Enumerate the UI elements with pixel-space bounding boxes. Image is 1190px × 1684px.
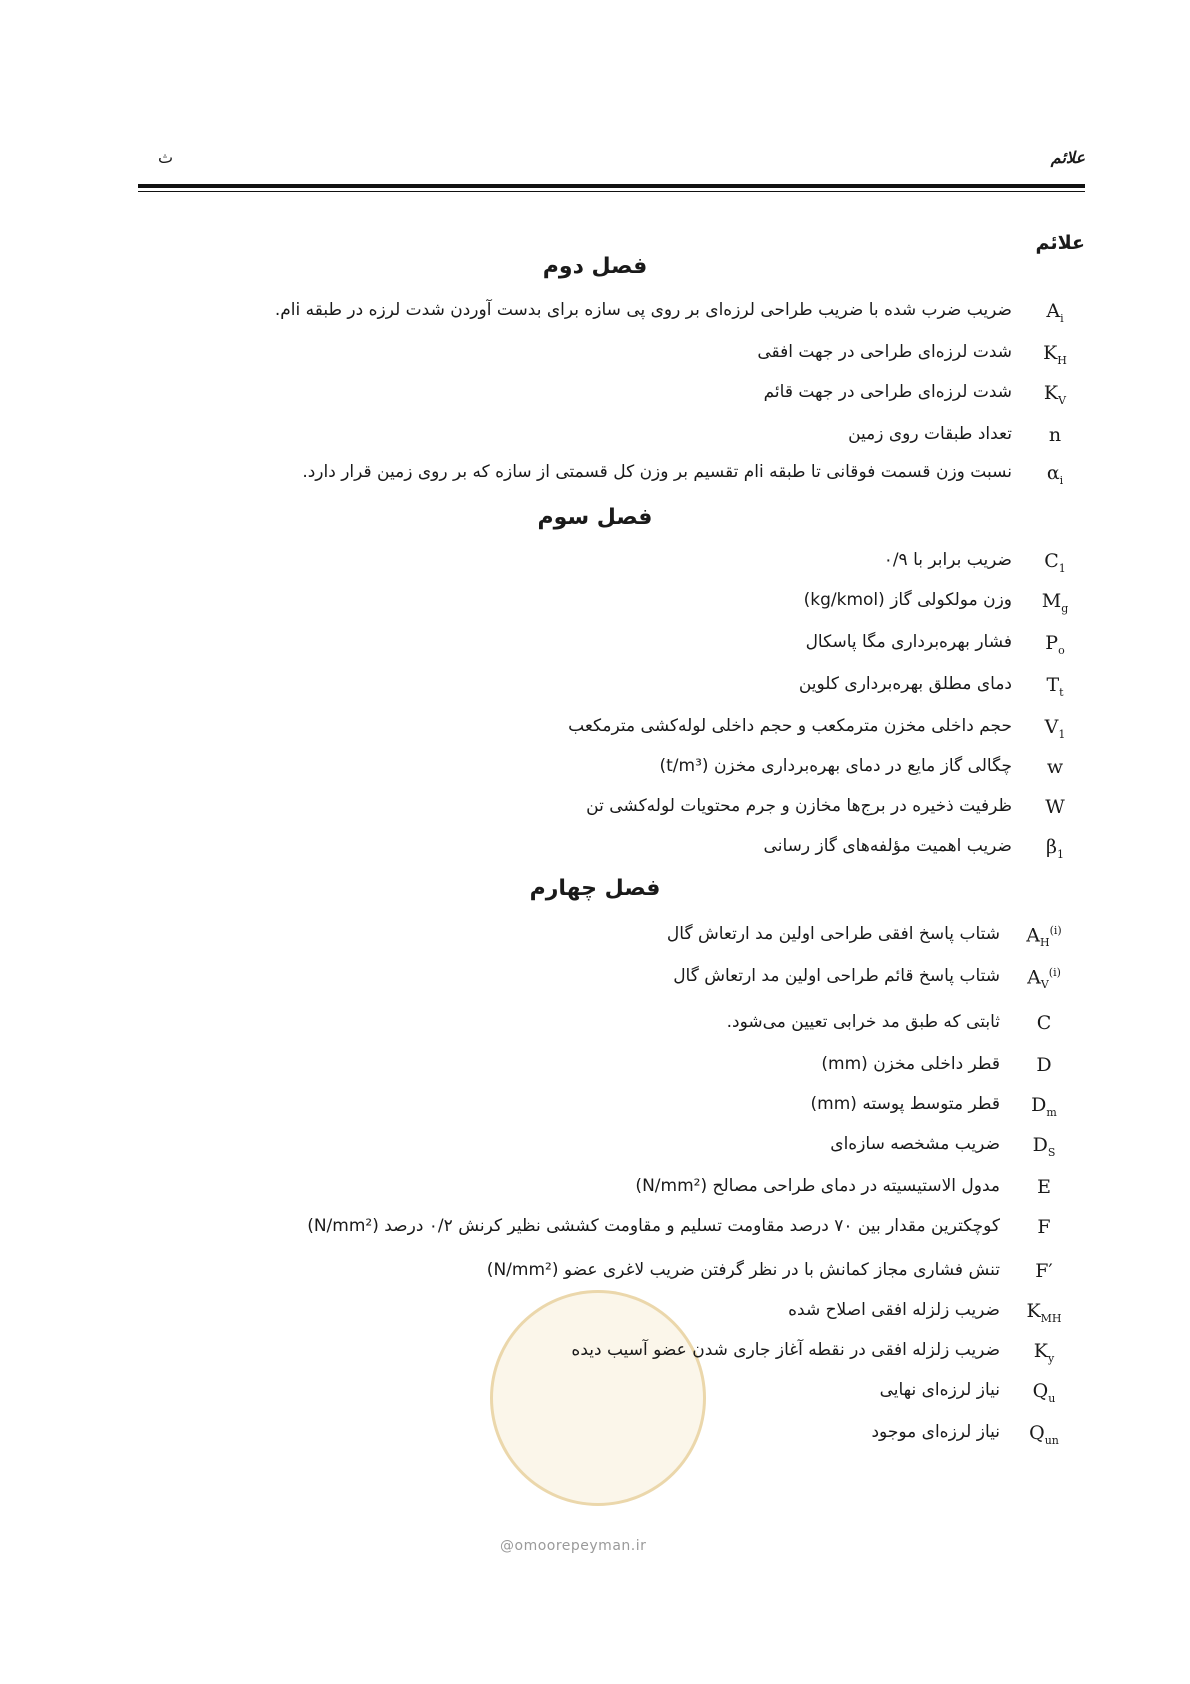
symbol-definition: شدت لرزه‌ای طراحی در جهت افقی [757,342,1012,362]
symbol [1014,1134,1074,1159]
symbol-base: F′ [1035,1260,1053,1282]
symbol [1014,1216,1074,1238]
symbol-definition: تعداد طبقات روی زمین [848,424,1012,444]
symbol-definition: نیاز لرزه‌ای نهایی [879,1380,1000,1400]
symbol [1025,674,1085,699]
symbol-subscript: m [1046,1105,1057,1119]
symbol-subscript: g [1061,601,1069,615]
symbol-definition: فشار بهره‌برداری مگا پاسکال [805,632,1012,652]
symbol-base: A [1027,966,1041,989]
symbol [1014,924,1074,949]
symbol-definition: نیاز لرزه‌ای موجود [871,1422,1000,1442]
symbol [1025,462,1085,487]
symbol-definition: مدول الاستیسیته در دمای طراحی مصالح (N/mm²) [635,1176,1000,1196]
symbol [1025,796,1085,818]
symbol-entry [0,1380,1190,1410]
symbol-base: C [1036,1012,1052,1034]
symbol-subscript: o [1058,643,1065,657]
symbol-definition: قطر داخلی مخزن (mm) [821,1054,1000,1074]
symbol-base: β [1046,836,1057,858]
symbol-base: n [1048,424,1062,446]
symbol-base: K [1033,1340,1048,1362]
symbol-base: M [1041,590,1062,612]
symbol-entry [0,1422,1190,1452]
symbol-base: D [1036,1054,1052,1076]
symbol-definition: چگالی گاز مایع در دمای بهره‌برداری مخزن (t/m³) [659,756,1012,776]
symbol-subscript: 1 [1056,847,1064,861]
symbol-subscript: 1 [1058,561,1066,575]
symbol [1014,1012,1074,1034]
symbol [1025,590,1085,615]
section-heading-4: فصل چهارم [529,876,661,901]
symbol-definition: وزن مولکولی گاز (kg/kmol) [803,590,1012,610]
symbol-base: K [1043,342,1058,364]
symbol [1014,1094,1074,1119]
symbol [1014,966,1074,991]
symbol-entry [0,342,1190,372]
symbol [1025,716,1085,741]
symbol-entry [0,1012,1190,1042]
symbol-definition: شتاب پاسخ افقی طراحی اولین مد ارتعاش گال [666,924,1000,944]
symbol [1025,632,1085,657]
symbol [1025,756,1085,778]
symbol-entry [0,590,1190,620]
symbol-definition: ضریب مشخصه سازه‌ای [830,1134,1000,1154]
symbol-base: α [1046,462,1060,484]
symbol-subscript: S [1047,1145,1056,1159]
page-title: علائم [1035,232,1085,254]
symbol-base: A [1026,924,1041,947]
symbol-entry [0,300,1190,330]
symbol [1014,1054,1074,1076]
symbol-definition: ظرفیت ذخیره در برج‌ها مخازن و جرم محتویات لوله‌کشی تن [586,796,1012,816]
symbol [1025,424,1085,446]
symbol-definition: ضریب اهمیت مؤلفه‌های گاز رسانی [763,836,1012,856]
symbol-entry [0,716,1190,746]
symbol [1014,1340,1074,1365]
symbol-subscript: V [1058,393,1067,407]
symbol-base: Q [1029,1422,1045,1444]
symbol-entry [0,382,1190,412]
symbol-definition: کوچکترین مقدار بین ۷۰ درصد مقاومت تسلیم و مقاومت کششی نظیر کرنش ۰/۲ درصد (N/mm²) [307,1216,1000,1236]
symbol-subscript: un [1044,1433,1059,1447]
symbol-definition: نسبت وزن قسمت فوقانی تا طبقه iام تقسیم بر وزن کل قسمتی از سازه که بر روی زمین قرار دارد. [302,462,1012,482]
running-header-title: علائم [1050,148,1085,167]
header-rule-thin [138,191,1085,192]
symbol-subscript: 1 [1058,727,1066,741]
symbol-base: Q [1032,1380,1049,1402]
symbol-entry [0,424,1190,454]
symbol [1014,1380,1074,1405]
symbol [1025,836,1085,861]
symbol-entry [0,1134,1190,1164]
symbol-entry [0,462,1190,492]
symbol-entry [0,632,1190,662]
symbol [1025,550,1085,575]
symbol-definition: شدت لرزه‌ای طراحی در جهت قائم [763,382,1012,402]
symbol-entry [0,1176,1190,1206]
symbol-definition: حجم داخلی مخزن مترمکعب و حجم داخلی لوله‌کشی مترمکعب [568,716,1012,736]
symbol-entry [0,836,1190,866]
symbol-base: F [1037,1216,1051,1238]
symbol [1014,1260,1074,1282]
page-number: ث [158,148,174,167]
symbol-entry [0,756,1190,786]
symbol-base: K [1043,382,1059,404]
symbol-base: C [1044,550,1059,572]
header-rule-thick [138,184,1085,188]
section-heading-3: فصل سوم [537,505,653,530]
symbol-definition: ضریب برابر با ۰/۹ [883,550,1012,570]
symbol-entry [0,1340,1190,1370]
symbol-subscript: MH [1040,1311,1062,1325]
symbol-subscript: H [1057,353,1067,367]
symbol-entry [0,674,1190,704]
symbol-base: A [1046,300,1061,322]
symbol-entry [0,1300,1190,1330]
symbol-subscript: i [1059,473,1064,487]
symbol-base: T [1046,674,1060,696]
symbol-definition: شتاب پاسخ قائم طراحی اولین مد ارتعاش گال [673,966,1000,986]
symbol [1014,1300,1074,1325]
symbol-entry [0,550,1190,580]
symbol-subscript: y [1047,1351,1055,1365]
symbol-base: w [1046,756,1064,778]
watermark-site: @omoorepeyman.ir [500,1538,647,1554]
symbol-entry [0,1094,1190,1124]
symbol-entry [0,966,1190,996]
symbol-definition: ضریب ضرب شده با ضریب طراحی لرزه‌ای بر روی پی سازه برای بدست آوردن شدت لرزه در طبقه iام. [274,300,1012,320]
symbol-entry [0,924,1190,954]
symbol [1025,382,1085,407]
symbol-entry [0,1260,1190,1290]
section-heading-2: فصل دوم [542,254,648,279]
symbol-definition: تنش فشاری مجاز کمانش با در نظر گرفتن ضریب لاغری عضو (N/mm²) [486,1260,1000,1280]
symbol-superscript: (i) [1048,966,1061,979]
symbol-definition: دمای مطلق بهره‌برداری کلوین [798,674,1012,694]
symbol-subscript: t [1059,685,1064,699]
symbol [1025,300,1085,325]
symbol-subscript: V [1040,978,1049,992]
symbol-base: D [1031,1094,1047,1116]
symbol-subscript: i [1060,311,1064,325]
symbol-entry [0,796,1190,826]
symbol [1014,1176,1074,1198]
symbol-base: K [1026,1300,1041,1322]
symbol-subscript: u [1048,1391,1056,1405]
symbol-definition: ثابتی که طبق مد خرابی تعیین می‌شود. [726,1012,1000,1032]
symbol-definition: ضریب زلزله افقی در نقطه آغاز جاری شدن عضو آسیب دیده [571,1340,1000,1360]
symbol-entry [0,1216,1190,1246]
symbol-base: V [1044,716,1059,738]
symbol-definition: ضریب زلزله افقی اصلاح شده [788,1300,1000,1320]
symbol-base: W [1045,796,1065,818]
symbol-definition: قطر متوسط پوسته (mm) [810,1094,1000,1114]
symbol [1014,1422,1074,1447]
symbol-subscript: H [1040,936,1050,950]
symbol [1025,342,1085,367]
symbol-base: P [1045,632,1059,654]
symbol-entry [0,1054,1190,1084]
symbol-base: D [1032,1134,1048,1156]
symbol-superscript: (i) [1049,924,1062,937]
symbol-base: E [1037,1176,1051,1198]
